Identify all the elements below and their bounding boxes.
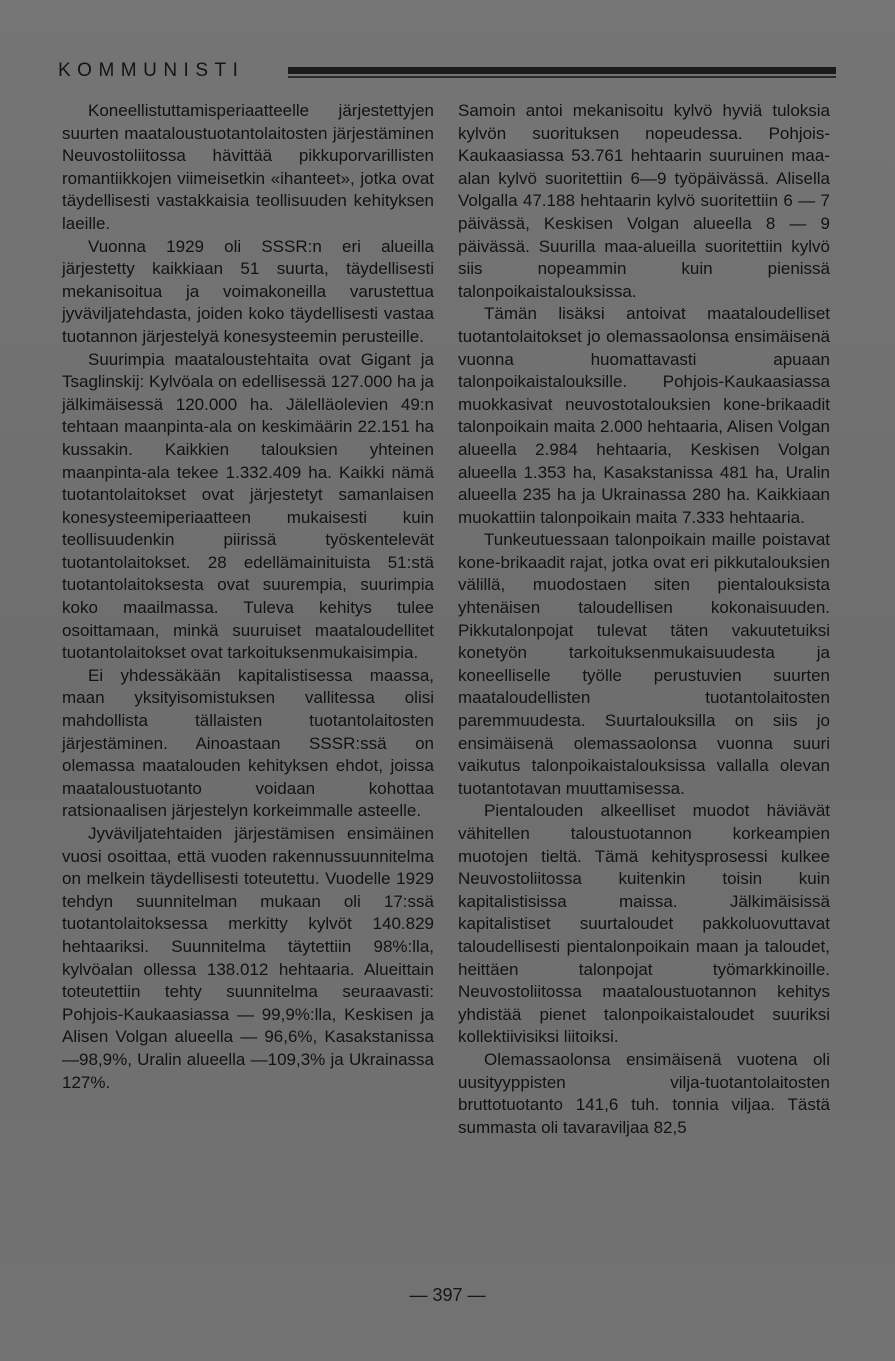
left-paragraph-2: Vuonna 1929 oli SSSR:n eri alueilla järjestetty kaikkiaan 51 suurta, täydellisesti mekanisoitua ja voimakoneilla varustettua jyväviljatehdasta, joiden koko täydellisesti vastaa tuotannon järjestelyä konesysteemin perusteille.: [62, 236, 434, 346]
right-paragraph-2: Tämän lisäksi antoivat maataloudelliset tuotantolaitokset jo olemassaolonsa ensimäisenä vuonna huomattavasti apuaan talonpoikaistalouksille. Pohjois-Kaukaasiassa muokkasivat neuvostotalouksien kone-brikaadit talonpoikain maita 2.000 hehtaaria, Alisen Volgan alueella 2.984 hehtaaria, Keskisen Volgan alueella 1.353 ha, Kasakstanissa 481 ha, Uralin alueella 235 ha ja Ukrainassa 280 ha. Kaikkiaan muokattiin talonpoikain maita 7.333 hehtaaria.: [458, 304, 830, 527]
right-paragraph-4: Pientalouden alkeelliset muodot häviävät vähitellen taloustuotannon korkeampien muotojen tieltä. Tämä kehitysprosessi kulkee Neuvostoliitossa kuitenkin toisin kuin kapitalistisissa maissa. Jälkimäisissä kapitalistiset suurtaloudet pakkoluovuttavat taloudellisesti pientalonpoikain maan ja taloudet, heittäen talonpojat työmarkkinoille. Neuvostoliitossa maataloustuotannon kehitys yhdistää pienet talonpoikaistaloudet suuriksi kollektiivisiksi liitoiksi.: [458, 801, 830, 1047]
page-number: — 397 —: [409, 1285, 486, 1305]
left-paragraph-1: Koneellistuttamisperiaatteelle järjestettyjen suurten maataloustuotantolaitosten järjestäminen Neuvostoliitossa hävittää pikkuporvarillisten romantiikkojen viimeisetkin «ihanteet», jotka ovat täydellisesti vastakkaisia teollisuuden kehityksen laeille.: [62, 101, 434, 233]
page-header: [58, 54, 836, 94]
left-paragraph-3: Suurimpia maataloustehtaita ovat Gigant ja Tsaglinskij: Kylvöala on edellisessä 127.000 ha ja jälkimäisessä 120.000 ha. Jälelläolevien 49:n tehtaan maanpinta-ala on keskimäärin 22.151 ha kussakin. Kaikkien talouksien yhteinen maanpinta-ala tekee 1.332.409 ha. Kaikki nämä tuotantolaitokset ovat järjestetyt samanlaisen konesysteemiperiaatteen mukaisesti kuin teollisuudenkin piirissä työskentelevät tuotantolaitokset. 28 edellämainituista 51:stä tuotantolaitoksesta ovat suurempia, suurimpia koko maailmassa. Tuleva kehitys tulee osoittamaan, minkä suuruiset maataloudellitet tuotantolaitokset ovat tarkoituksenmukaisimpia.: [62, 349, 434, 663]
right-paragraph-3: Tunkeutuessaan talonpoikain maille poistavat kone-brikaadit rajat, jotka ovat eri pikkutalouksien välillä, muodostaen siten pientalouksista yhtenäisen taloudellisen kokonaisuuden. Pikkutalonpojat tulevat täten vakuutetuiksi konetyön tarkoituksenmukaisuudesta ja koneelliselle työlle perustuvien suurten maataloudellisten tuotantolaitosten paremmuudesta. Suurtalouksilla on siis jo ensimäisenä olemassaolonsa vuonna suuri vaikutus talonpoikaistalouksissa vallalla olevan tuotantotavan muuttamisessa.: [458, 530, 830, 798]
right-paragraph-1: Samoin antoi mekanisoitu kylvö hyviä tuloksia kylvön suorituksen nopeudessa. Pohjois-Kaukaasiassa 53.761 hehtaarin suuruinen maa-alan kylvö suoritettiin 6—9 työpäivässä. Alisella Volgalla 47.188 hehtaarin kylvö suoritettiin 6 — 7 päivässä, Keskisen Volgan alueella 8 — 9 päivässä. Suurilla maa-alueilla suoritettiin kylvö siis nopeammin kuin pienissä talonpoikaistalouksissa.: [458, 101, 830, 301]
right-column: [458, 100, 830, 1139]
left-paragraph-4: Ei yhdessäkään kapitalistisessa maassa, maan yksityisomistuksen vallitessa olisi mahdollista tällaisten tuotantolaitosten järjestäminen. Ainoastaan SSSR:ssä on olemassa maatalouden kehityksen ehdot, joissa maataloustuotanto voidaan kohottaa ratsionaalisen järjestelyn korkeimmalle asteelle.: [62, 665, 434, 821]
left-column: [62, 100, 434, 1094]
journal-title: KOMMUNISTI: [58, 60, 245, 81]
left-paragraph-5: Jyväviljatehtaiden järjestämisen ensimäinen vuosi osoittaa, että vuoden rakennussuunnitelma on melkein täydellisesti toteutettu. Vuodelle 1929 tehdyn suunnitelman mukaan oli 17:ssä tuotantolaitoksessa merkitty kylvöt 140.829 hehtaariksi. Suunnitelma täytettiin 98%:lla, kylvöalan ollessa 138.012 hehtaaria. Alueittain toteutettiin tehty suunnitelma seuraavasti: Pohjois-Kaukaasiassa — 99,9%:lla, Keskisen ja Alisen Volgan alueella — 96,6%, Kasakstanissa —98,9%, Uralin alueella —109,3% ja Ukrainassa 127%.: [62, 824, 434, 1092]
header-rule: [288, 67, 836, 74]
right-paragraph-5: Olemassaolonsa ensimäisenä vuotena oli uusityyppisten vilja-tuotantolaitosten bruttotuotanto 141,6 tuh. tonnia viljaa. Tästä summasta oli tavaraviljaa 82,5: [458, 1049, 830, 1137]
